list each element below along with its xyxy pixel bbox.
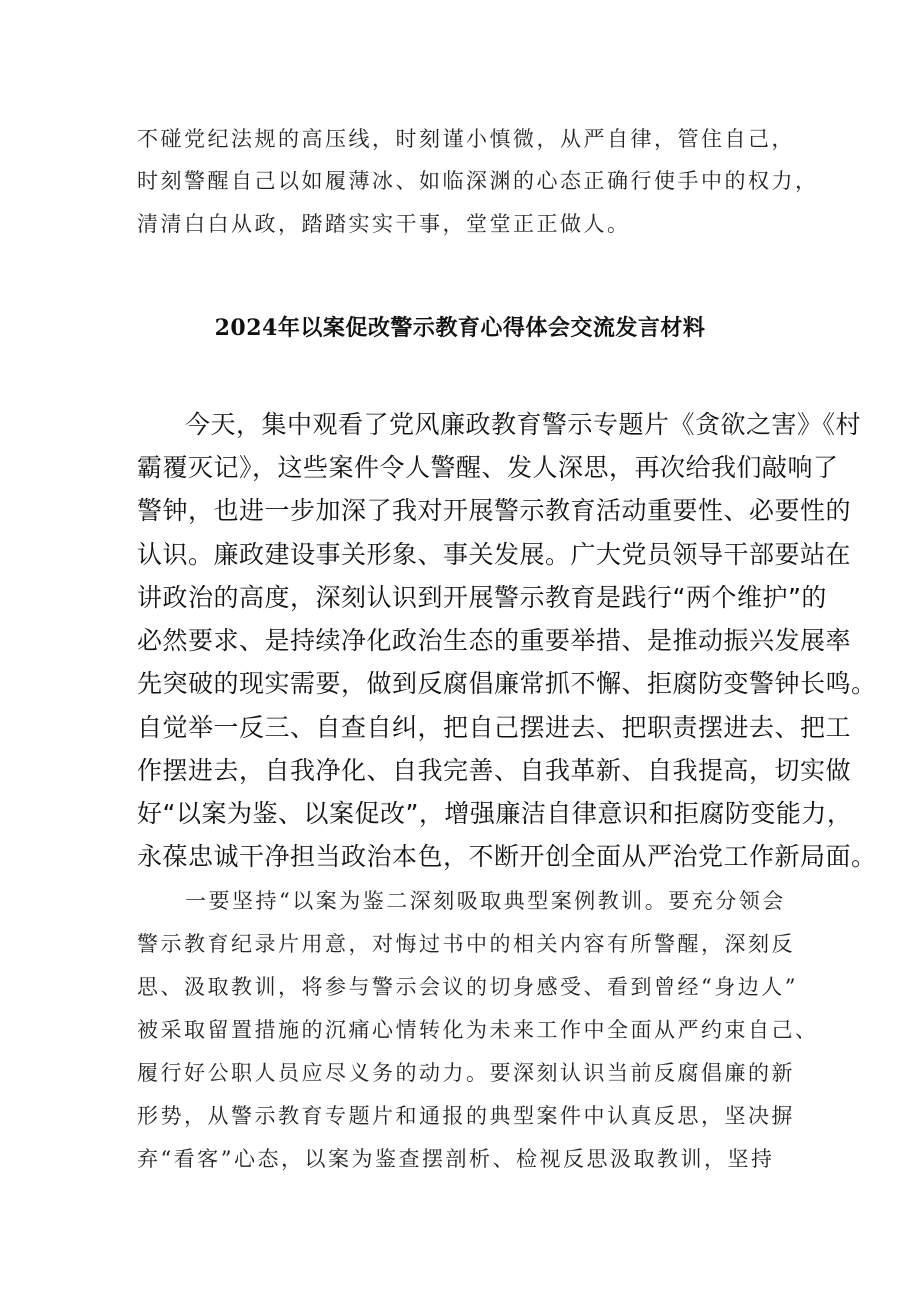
body-line-7: 先突破的现实需要，做到反腐倡廉常抓不懈、拒腐防变警钟长鸣。 [137, 669, 877, 698]
intro-line-2: 时刻警醒自己以如履薄冰、如临深渊的心态正确行使手中的权力， [137, 169, 819, 193]
point-line-1: 一要坚持“以案为鉴二深刻吸取典型案例教训。要充分领会 [185, 889, 786, 913]
body-line-10: 好“以案为鉴、以案促改”，增强廉洁自律意识和拒腐防变能力， [137, 799, 853, 828]
body-line-6: 必然要求、是持续净化政治生态的重要举措、是推动振兴发展率 [137, 626, 852, 655]
point-line-4: 被采取留置措施的沉痛心情转化为未来工作中全面从严约束自己、 [137, 1018, 819, 1042]
intro-line-3: 清清白白从政，踏踏实实干事，堂堂正正做人。 [137, 212, 631, 236]
point-line-2: 警示教育纪录片用意，对悔过书中的相关内容有所警醒，深刻反 [137, 932, 795, 956]
intro-line-1: 不碰党纪法规的高压线，时刻谨小慎微，从严自律，管住自己， [137, 127, 795, 151]
body-line-2: 霸覆灭记》，这些案件令人警醒、发人深思，再次给我们敲响了 [137, 453, 839, 482]
body-line-1: 今天，集中观看了党风廉政教育警示专题片《贪欲之害》《村 [185, 410, 862, 439]
document-title: 2024年以案促改警示教育心得体会交流发言材料 [214, 315, 706, 341]
point-line-5: 履行好公职人员应尽义务的动力。要深刻认识当前反腐倡廉的新 [137, 1061, 795, 1085]
point-line-3: 思、汲取教训，将参与警示会议的切身感受、看到曾经“身边人” [137, 975, 798, 999]
body-line-11: 永葆忠诚干净担当政治本色，不断开创全面从严治党工作新局面。 [137, 842, 877, 871]
body-line-9: 作摆进去，自我净化、自我完善、自我革新、自我提高，切实做 [137, 756, 852, 785]
point-line-7: 弃“看客”心态，以案为鉴查摆剖析、检视反思汲取教训，坚持 [137, 1147, 775, 1171]
body-line-8: 自觉举一反三、自查自纠，把自己摆进去、把职责摆进去、把工 [137, 713, 852, 742]
body-line-5: 讲政治的高度，深刻认识到开展警示教育是践行“两个维护”的 [137, 583, 827, 612]
body-line-4: 认识。廉政建设事关形象、事关发展。广大党员领导干部要站在 [137, 540, 852, 569]
body-line-3: 警钟，也进一步加深了我对开展警示教育活动重要性、必要性的 [137, 496, 852, 525]
point-line-6: 形势，从警示教育专题片和通报的典型案件中认真反思，坚决摒 [137, 1104, 795, 1128]
